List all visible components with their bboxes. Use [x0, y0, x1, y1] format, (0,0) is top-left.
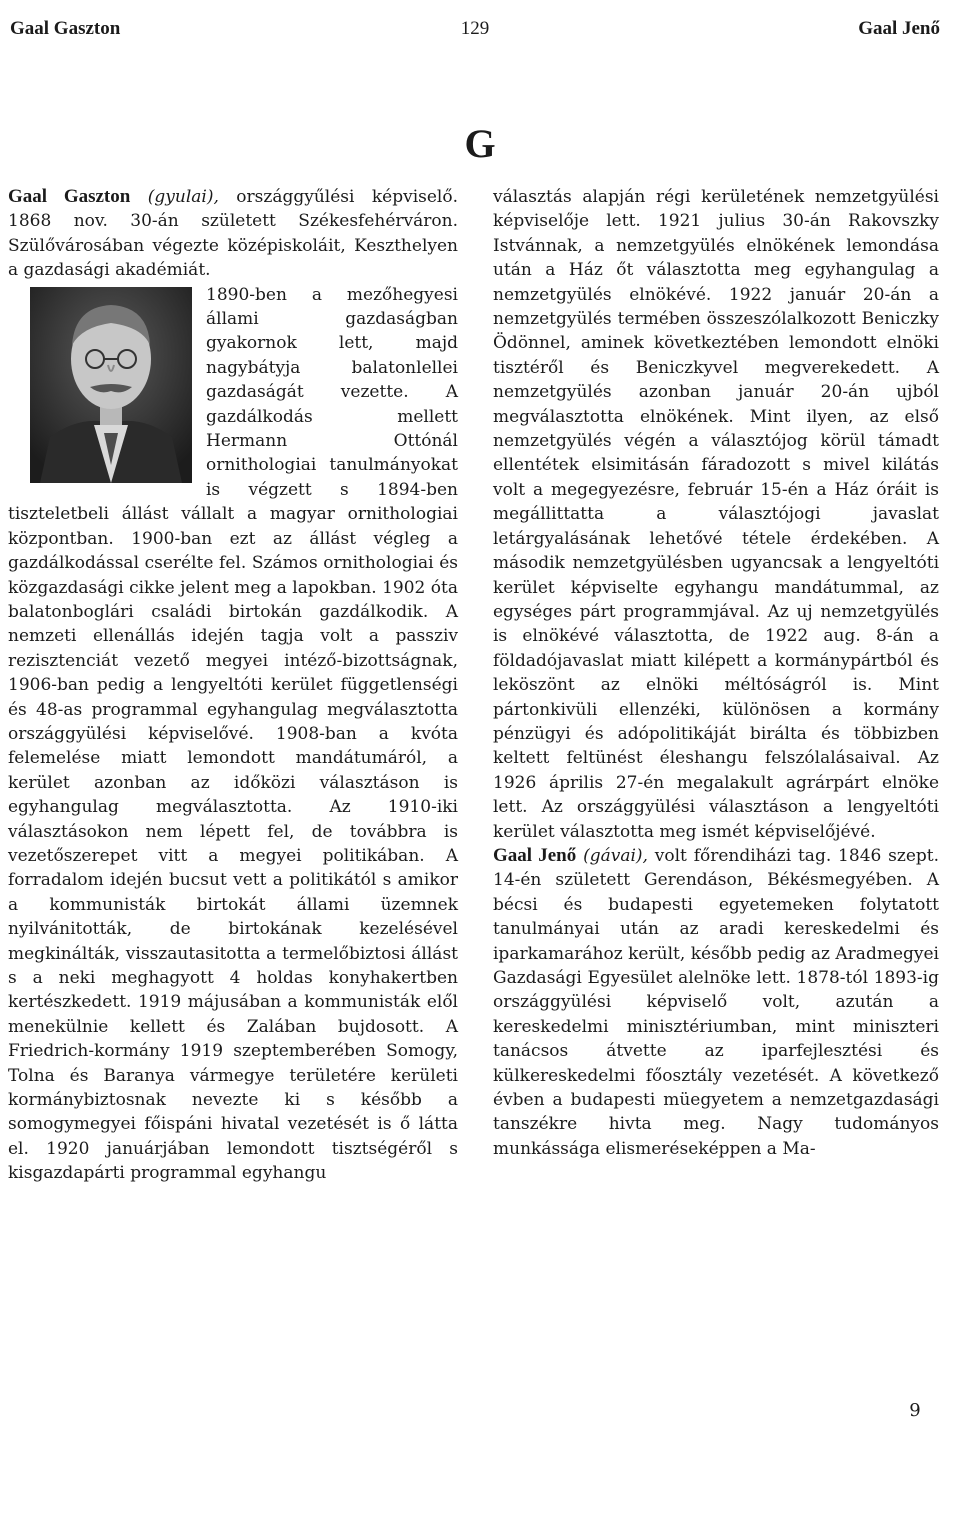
signature-number: 9: [909, 1400, 921, 1421]
section-letter: G: [464, 121, 496, 166]
running-header: [10, 18, 940, 50]
entry-text-2: volt főrendiházi tag. 1846 szept. 14-én született Gerendáson, Békésmegyében. A bécsi és budapesti egyetemeken folytatott tanulmányai után az aradi kereskedelmi és iparkamarához került, később pedig az Aradmegyei Gazdasági Egyesület alelnöke lett. 1878-tól 1893-ig országgyülési képviselő volt, azután a kereskedelmi minisztériumban, mint miniszteri tanácsos átvette az iparfejlesztési és külkereskedelmi főosztály vezetését. A következő évben a budapesti müegyetem a nemzetgazdasági tanszékre hivta meg. Nagy tudományos munkássága elismeréseképpen a Ma-: [493, 845, 940, 1159]
portrait-photo: [30, 287, 192, 483]
entry-text-body: 1890-ben a mezőhegyesi állami gazdaságban gyakornok lett, majd nagybátyja balatonlellei gazdaságát vezette. A gazdálkodás mellett Hermann Ottónál ornithologiai tanulmányokat is végzett s 1894-ben tiszteletbeli állást vállalt a magyar ornithologiai központban. 1900-ban ezt az állást végleg a gazdálkodással cserélte fel. Számos ornithologiai és közgazdasági cikke jelent meg a lapokban. 1902 óta balatonboglári családi birtokán gazdálkodik. A nemzeti ellenállás idején tagja volt a passziv rezisztenciát vezető megyei intéző-bizottságnak, 1906-ban pedig a lengyeltóti kerület függetlenségi és 48-as programmal egyhangulag megválasztotta országgyülési képviselővé. 1908-ban a kvóta felemelése miatt lemondott mandátumáról, a kerület azonban az időközi választáson is egyhangulag megválasztotta. Az 1910-iki választásokon nem lépett fel, de továbbra is vezetőszerepet vitt a megyei politikában. A forradalom idején bucsut vett a politikától s amikor a kommunisták birtokát állami üzemnek nyilvánitották, de birtokának kezelésével megkinálták, visszautasitotta a termelőbiztosi állást s a neki meghagyott 4 holdas konyhakertben kertészkedett. 1919 májusában a kommunisták elől menekülnie kellett és Zalában bujdosott. A Friedrich-kormány 1919 szeptemberében Somogy, Tolna és Baranya vármegye területére kerületi kormánybiztosnak nevezte ki s később a somogymegyei főispáni hivatal vezetését is ő látta el. 1920 januárjában lemondott tisztségéről s kisgazdapárti programmal egyhangu: [8, 284, 458, 1184]
entry-name: Gaal Gaszton: [8, 186, 131, 207]
entry-note: (gyulai),: [147, 187, 219, 207]
left-column: [8, 185, 458, 1186]
header-left-name: Gaal Gaszton: [10, 18, 121, 39]
right-column: [491, 185, 939, 1161]
entry-paragraph-gaal-jeno: [491, 844, 939, 1161]
header-page-number: 129: [460, 18, 490, 39]
continued-text-gaal-gaszton: választás alapján régi kerületének nemzetgyülési képviselője lett. 1921 julius 30-án Rakovszky Istvánnak, a nemzetgyülés elnökének lemondása után a Ház őt választotta meg egyhangulag a nemzetgyülés elnökévé. 1922 január 20-án a nemzetgyülés termében összeszólalkozott Beniczky Ödönnel, aminek következtében lemondott elnöki tisztéről és Beniczkyvel megverekedett. A nemzetgyülés azonban január 20-án ujból megválasztotta elnökének. Mint ilyen, az első nemzetgyülés végén a választójog körül támadt ellentétek elsimitásán fáradozott s mivel kilátás volt a megegyezésre, február 15-én a Ház óráit is megállittatta a választójogi javaslat letárgyalásának lehetővé tétele érdekében. A második nemzetgyülésben ugyancsak a lengyeltóti kerület képviselte egyhangu mandátummal, az egységes párt programmjával. Az uj nemzetgyülés is elnökévé választotta, de 1922 aug. 8-án a földadójavaslat miatt kilépett a kormánypártból és leköszönt az elnöki méltóságról is. Mint pártonkivüli ellenzéki, különösen a kormány pénzügyi és adópolitikáját birálta és többizben keltett feltünést éleshangu felszólalásaival. Az 1926 április 27-én megalakult agrárpárt elnöke lett. Az országgyülési választáson a lengyeltóti kerület választotta meg ismét képviselőjévé.: [493, 187, 939, 842]
entry-paragraph-gaal-gaszton: [8, 185, 458, 283]
entry-name-2: Gaal Jenő: [493, 844, 577, 866]
header-right-name: Gaal Jenő: [858, 18, 940, 39]
entry-text-intro: országgyűlési képviselő. 1868 nov. 30-án született Székesfehérváron. Szülővárosában végezte középiskoláit, Keszthelyen a gazdasági akadémiát.: [8, 187, 459, 281]
entry-note-2: (gávai),: [583, 845, 648, 866]
